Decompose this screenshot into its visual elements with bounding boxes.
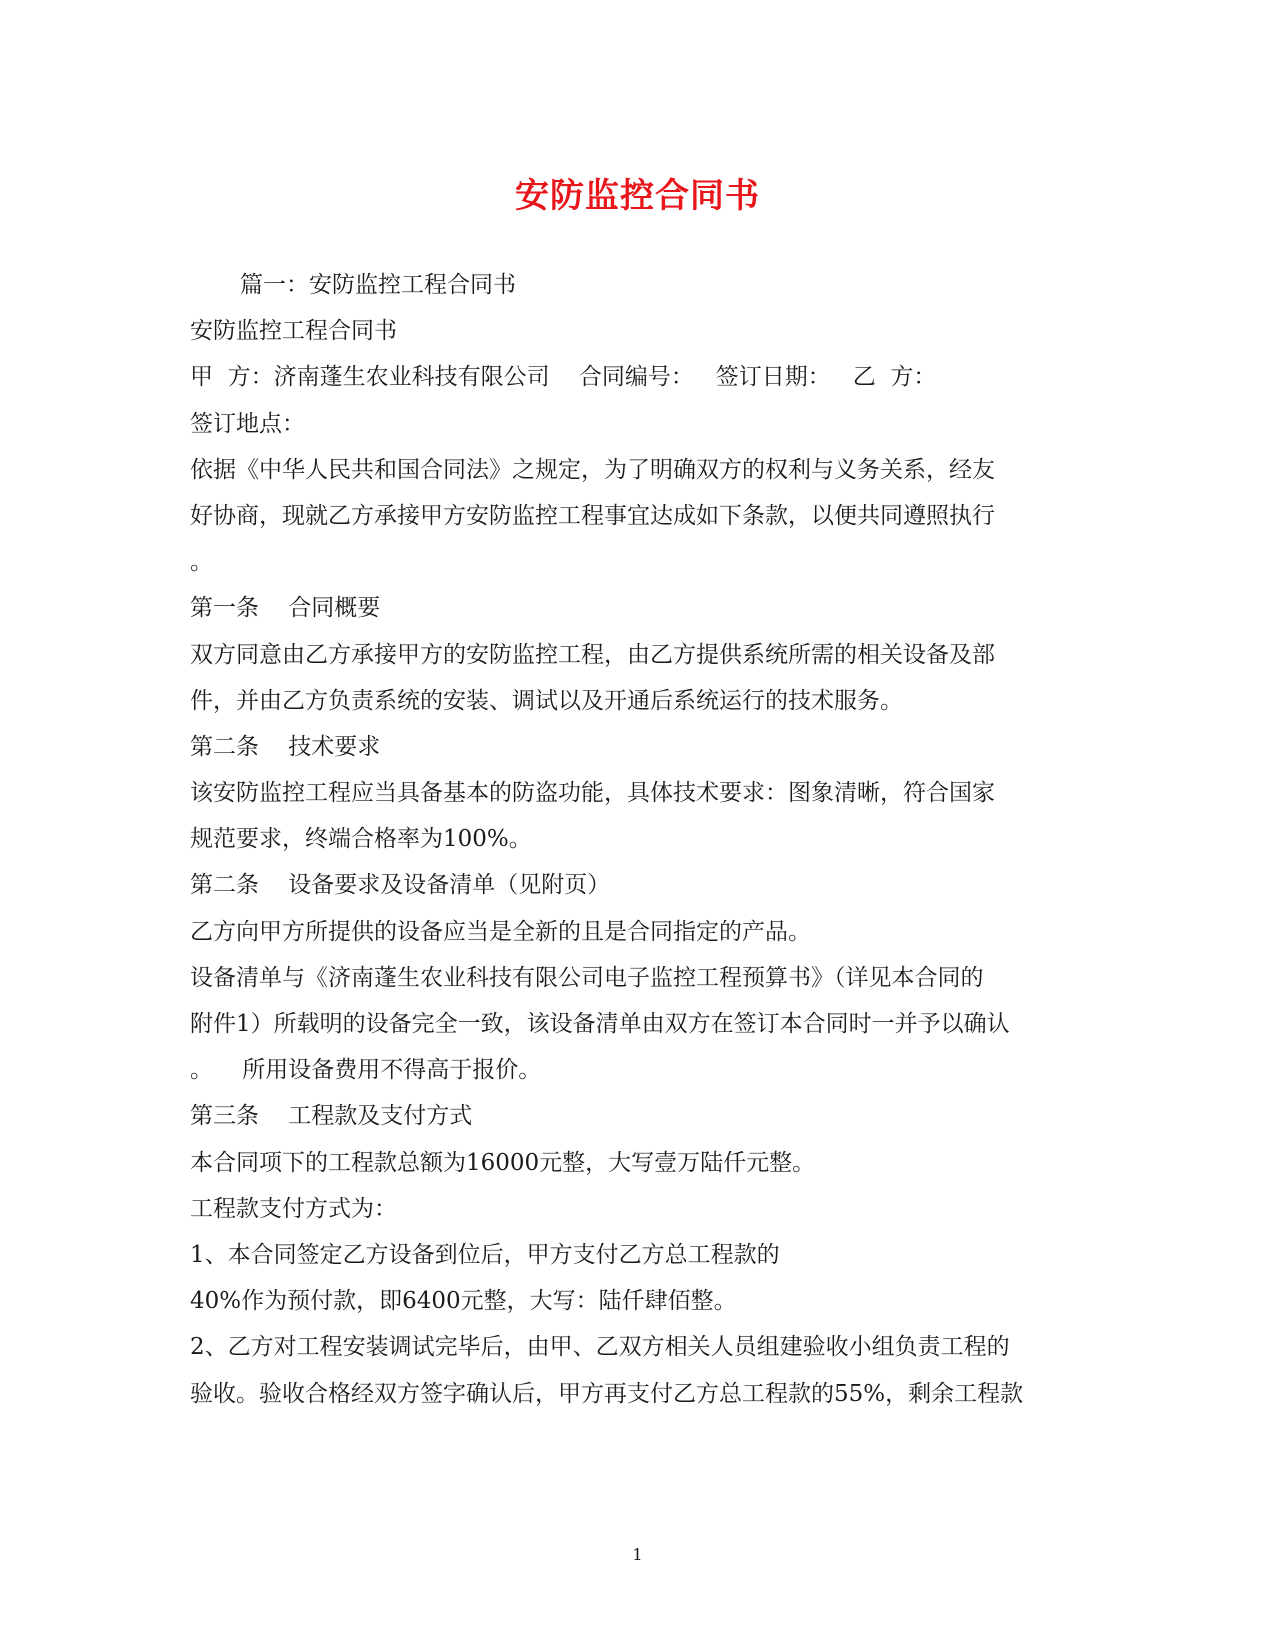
paragraph-line: 规范要求，终端合格率为100%。 bbox=[190, 826, 532, 853]
paragraph-line: 好协商，现就乙方承接甲方安防监控工程事宜达成如下条款，以便共同遵照执行 bbox=[190, 502, 995, 529]
paragraph-line: 验收。验收合格经双方签字确认后，甲方再支付乙方总工程款的55%，剩余工程款 bbox=[190, 1380, 1024, 1407]
list-item: 1、本合同签定乙方设备到位后，甲方支付乙方总工程款的 bbox=[190, 1241, 780, 1268]
paragraph-line: 依据《中华人民共和国合同法》之规定，为了明确双方的权利与义务关系，经友 bbox=[190, 456, 995, 483]
paragraph-line: 附件1）所载明的设备完全一致，该设备清单由双方在签订本合同时一并予以确认 bbox=[190, 1011, 1010, 1037]
paragraph-line: 乙方向甲方所提供的设备应当是全新的且是合同指定的产品。 bbox=[190, 918, 811, 945]
article-heading: 第三条 工程款及支付方式 bbox=[190, 1103, 473, 1130]
list-item: 2、乙方对工程安装调试完毕后，由甲、乙双方相关人员组建验收小组负责工程的 bbox=[190, 1334, 1010, 1361]
signing-location-line: 签订地点： bbox=[190, 410, 305, 437]
page-number: 1 bbox=[632, 1545, 643, 1564]
paragraph-line: 。 所用设备费用不得高于报价。 bbox=[190, 1057, 542, 1084]
document-body bbox=[190, 262, 1090, 1417]
article-heading: 第二条 设备要求及设备清单（见附页） bbox=[190, 872, 611, 899]
paragraph-line: 本合同项下的工程款总额为16000元整，大写壹万陆仟元整。 bbox=[190, 1149, 816, 1176]
paragraph-line: 该安防监控工程应当具备基本的防盗功能，具体技术要求：图象清晰，符合国家 bbox=[190, 780, 995, 807]
article-heading: 第二条 技术要求 bbox=[190, 733, 381, 760]
paragraph-line: 双方同意由乙方承接甲方的安防监控工程，由乙方提供系统所需的相关设备及部 bbox=[190, 641, 995, 668]
party-info-line: 甲 方：济南蓬生农业科技有限公司 合同编号： 签订日期： 乙 方： bbox=[190, 364, 937, 391]
paragraph-line: 40%作为预付款，即6400元整，大写：陆仟肆佰整。 bbox=[190, 1288, 737, 1315]
article-heading: 第一条 合同概要 bbox=[190, 595, 381, 622]
section-heading: 篇一：安防监控工程合同书 bbox=[240, 272, 516, 298]
paragraph-line: 件，并由乙方负责系统的安装、调试以及开通后系统运行的技术服务。 bbox=[190, 687, 903, 714]
paragraph-line: 设备清单与《济南蓬生农业科技有限公司电子监控工程预算书》（详见本合同的 bbox=[190, 964, 984, 991]
paragraph-line: 工程款支付方式为： bbox=[190, 1195, 397, 1222]
document-title: 安防监控合同书 bbox=[515, 176, 760, 216]
paragraph-line: 。 bbox=[190, 549, 213, 576]
contract-subtitle: 安防监控工程合同书 bbox=[190, 318, 397, 345]
